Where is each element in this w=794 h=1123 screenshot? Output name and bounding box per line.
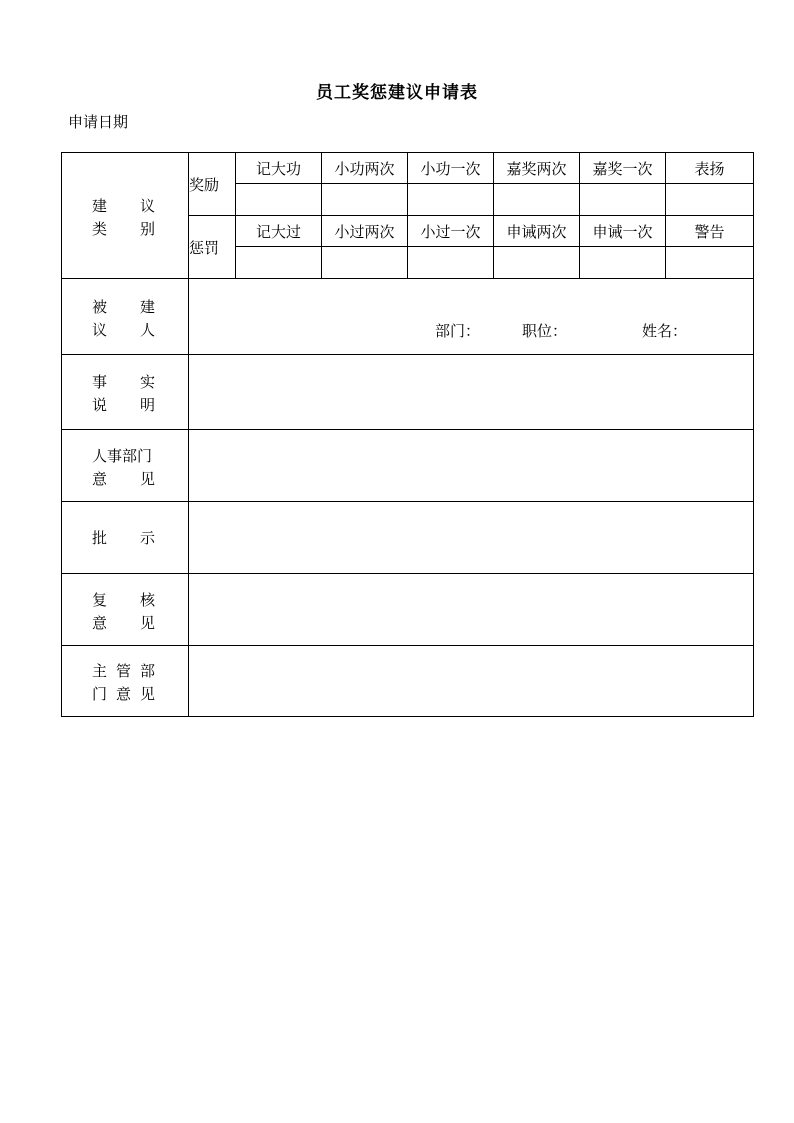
reward-options-row — [62, 153, 754, 184]
facts-label-char: 说 — [92, 396, 108, 414]
reward-option-praise: 表扬 — [666, 153, 754, 184]
suggestion-type-label-char: 建 — [92, 196, 108, 215]
reward-checkbox-cell[interactable] — [494, 184, 580, 216]
reward-option-one-commendation: 嘉奖一次 — [580, 153, 666, 184]
nominee-label-cell — [62, 279, 189, 355]
nominee-label-char: 人 — [140, 320, 156, 339]
hr-opinion-input-cell[interactable] — [189, 430, 754, 502]
facts-label-char: 明 — [140, 396, 156, 414]
reward-checkbox-cell[interactable] — [322, 184, 408, 216]
facts-label-char: 事 — [92, 373, 108, 391]
nominee-label-char: 建 — [140, 297, 156, 316]
review-row — [62, 574, 754, 646]
hr-opinion-label-line1: 人事部门 — [92, 446, 153, 465]
facts-label-char: 实 — [140, 373, 156, 391]
nominee-label — [62, 295, 188, 339]
approval-label-char: 示 — [140, 528, 156, 547]
facts-label-cell — [62, 355, 189, 430]
supervisor-opinion-label-cell — [62, 646, 189, 717]
punishment-checkbox-cell[interactable] — [494, 247, 580, 279]
reward-checkbox-cell[interactable] — [666, 184, 754, 216]
punishment-option-major-demerit: 记大过 — [236, 216, 322, 247]
supervisor-opinion-row — [62, 646, 754, 717]
reward-checkbox-cell[interactable] — [580, 184, 666, 216]
reward-label: 奖励 — [189, 153, 236, 216]
supervisor-opinion-label-line2: 门意见 — [92, 685, 165, 703]
review-label-char: 核 — [140, 590, 156, 609]
suggestion-type-label-char: 议 — [140, 196, 156, 215]
suggestion-type-label-char: 别 — [140, 219, 156, 238]
punishment-option-warning: 警告 — [666, 216, 754, 247]
approval-label-cell — [62, 502, 189, 574]
review-label-char: 意 — [92, 613, 108, 632]
supervisor-opinion-label-line1: 主管部 — [92, 662, 165, 680]
position-label: 职位： — [522, 321, 568, 340]
approval-row — [62, 502, 754, 574]
nominee-row — [62, 279, 754, 355]
punishment-option-two-minor-demerits: 小过两次 — [322, 216, 408, 247]
reward-option-two-commendations: 嘉奖两次 — [494, 153, 580, 184]
facts-label — [62, 370, 188, 414]
approval-label-char: 批 — [92, 528, 108, 547]
punishment-checkbox-cell[interactable] — [666, 247, 754, 279]
review-label-char: 复 — [92, 590, 108, 609]
hr-opinion-row — [62, 430, 754, 502]
facts-row — [62, 355, 754, 430]
form-title: 员工奖惩建议申请表 — [316, 83, 478, 103]
suggestion-type-label-cell — [62, 153, 189, 279]
punishment-option-one-minor-demerit: 小过一次 — [408, 216, 494, 247]
punishment-option-two-reprimands: 申诫两次 — [494, 216, 580, 247]
nominee-label-char: 被 — [92, 297, 108, 316]
reward-option-major-merit: 记大功 — [236, 153, 322, 184]
hr-opinion-label-cell — [62, 430, 189, 502]
hr-opinion-label — [62, 444, 188, 488]
supervisor-opinion-input-cell[interactable] — [189, 646, 754, 717]
supervisor-opinion-label — [62, 659, 188, 703]
punishment-checkbox-cell[interactable] — [236, 247, 322, 279]
suggestion-type-label — [62, 194, 188, 238]
hr-opinion-label-char: 见 — [140, 469, 156, 488]
nominee-label-char: 议 — [92, 320, 108, 339]
punishment-checkbox-cell[interactable] — [580, 247, 666, 279]
facts-input-cell[interactable] — [189, 355, 754, 430]
review-label-cell — [62, 574, 189, 646]
punishment-checkbox-cell[interactable] — [408, 247, 494, 279]
approval-label — [62, 527, 188, 549]
nominee-fields-cell[interactable] — [189, 279, 754, 355]
department-label: 部门： — [435, 321, 481, 340]
reward-option-one-minor-merit: 小功一次 — [408, 153, 494, 184]
reward-checkbox-cell[interactable] — [408, 184, 494, 216]
application-form-table — [61, 152, 754, 717]
approval-input-cell[interactable] — [189, 502, 754, 574]
hr-opinion-label-char: 意 — [92, 469, 108, 488]
application-date-label: 申请日期 — [68, 113, 129, 131]
punishment-label: 惩罚 — [189, 216, 236, 279]
review-label-char: 见 — [140, 613, 156, 632]
review-label — [62, 588, 188, 632]
suggestion-type-label-char: 类 — [92, 219, 108, 238]
punishment-checkbox-cell[interactable] — [322, 247, 408, 279]
name-label: 姓名： — [642, 321, 688, 340]
reward-option-two-minor-merits: 小功两次 — [322, 153, 408, 184]
punishment-option-one-reprimand: 申诫一次 — [580, 216, 666, 247]
reward-checkbox-cell[interactable] — [236, 184, 322, 216]
review-input-cell[interactable] — [189, 574, 754, 646]
